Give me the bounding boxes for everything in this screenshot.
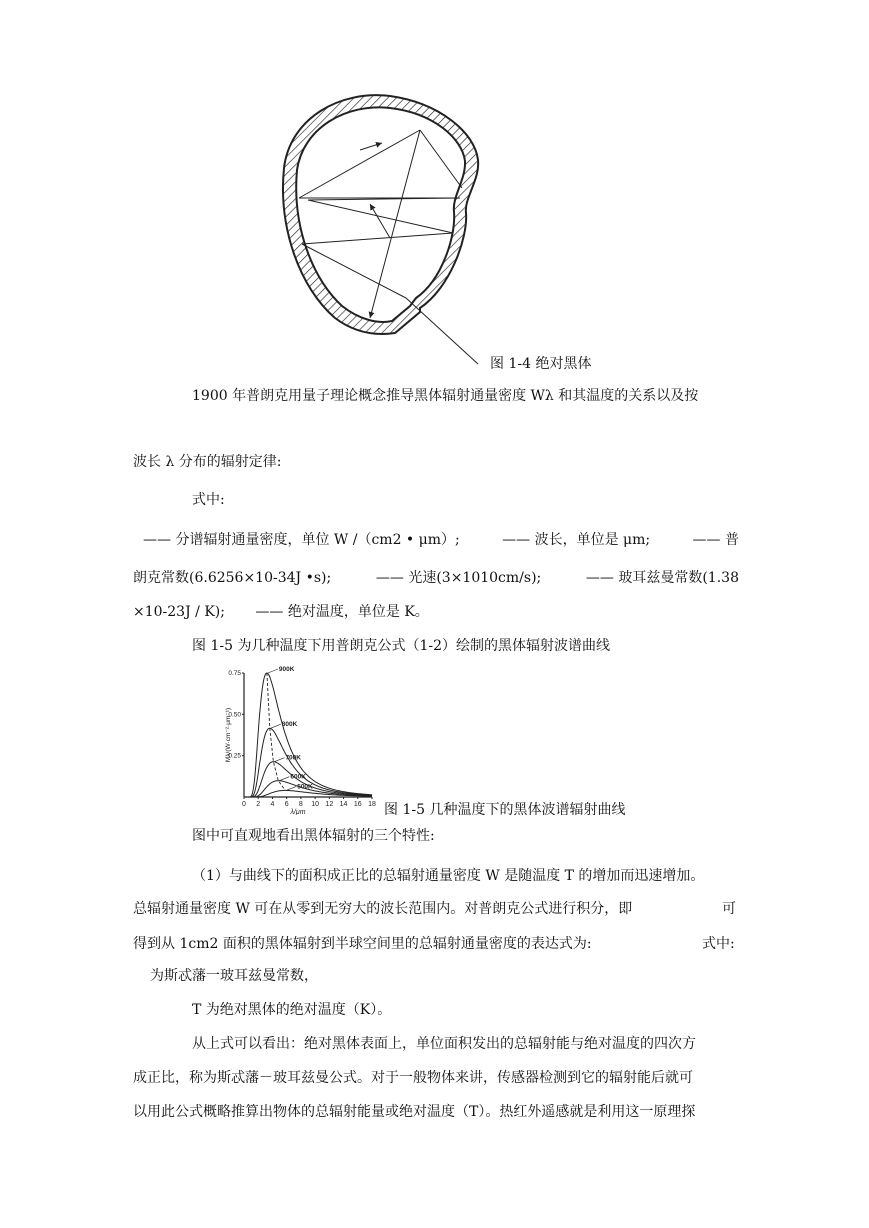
curve-label-leader xyxy=(279,777,289,781)
symbol-def: 朗克常数(6.6256×10-34J •s); xyxy=(133,570,332,586)
x-tick-label: 14 xyxy=(339,801,348,808)
x-tick-label: 12 xyxy=(325,801,334,808)
y-tick-label: 0.75 xyxy=(228,670,241,677)
x-axis-label: λ/μm xyxy=(290,809,306,815)
wien-peak-locus xyxy=(267,673,285,790)
symbol-def: —— 波长，单位是 μm; xyxy=(502,532,651,548)
curve-label: 800K xyxy=(281,721,298,729)
symbol-definitions-line xyxy=(133,568,739,588)
item-1-line: 得到从 1cm2 面积的黑体辐射到半球空间里的总辐射通量密度的表达式为: xyxy=(133,936,592,952)
curve-label-leader xyxy=(268,669,278,673)
figure-1-5-caption: 图 1-5 几种温度下的黑体波谱辐射曲线 xyxy=(384,802,626,818)
curve-label: 700K xyxy=(285,754,301,762)
curve-label-leader xyxy=(271,724,281,728)
curve-label-leader xyxy=(274,758,284,762)
curve-700K xyxy=(248,762,372,797)
y-tick-label: 0.25 xyxy=(228,752,241,760)
symbol-definitions-line xyxy=(133,602,429,622)
symbol-def: —— 普 xyxy=(692,532,739,548)
symbol-def: —— 绝对温度，单位是 K。 xyxy=(255,604,429,620)
item-1-line: 式中: xyxy=(702,936,735,952)
x-tick-label: 10 xyxy=(311,801,320,808)
item-1-line: T 为绝对黑体的绝对温度（K）。 xyxy=(192,1002,392,1018)
x-tick-label: 18 xyxy=(368,801,376,808)
symbol-def: —— 玻耳兹曼常数(1.38 xyxy=(585,570,739,586)
paragraph-line: 1900 年普朗克用量子理论概念推导黑体辐射通量密度 Wλ 和其温度的关系以及按 xyxy=(192,388,699,404)
x-tick-label: 16 xyxy=(353,801,362,808)
paragraph-line: 成正比，称为斯忒藩－玻耳兹曼公式。对于一般物体来讲，传感器检测到它的辐射能后就可 xyxy=(133,1070,693,1086)
curve-label: 500K xyxy=(297,783,313,791)
symbol-def: —— 光速(3×1010cm/s); xyxy=(375,570,542,586)
paragraph-line: 以用此公式概略推算出物体的总辐射能量或绝对温度（T）。热红外遥感就是利用这一原理探 xyxy=(133,1104,696,1120)
y-axis-label: Mλ/(W·cm⁻²·μm⁻¹) xyxy=(225,707,232,763)
figure-1-5-intro: 图 1-5 为几种温度下用普朗克公式（1-2）绘制的黑体辐射波谱曲线 xyxy=(192,638,610,654)
item-1-line: 可 xyxy=(722,901,736,917)
symbol-def: ×10-23J / K); xyxy=(133,604,225,620)
blackbody-cavity-figure xyxy=(270,88,500,373)
curve-label: 600K xyxy=(290,773,306,781)
curve-label-leader xyxy=(286,786,296,790)
x-tick-label: 0 xyxy=(242,801,246,808)
blackbody-spectrum-chart xyxy=(222,665,384,815)
x-tick-label: 4 xyxy=(270,801,275,808)
item-1-line: （1）与曲线下的面积成正比的总辐射通量密度 W 是随温度 T 的增加而迅速增加。 xyxy=(192,868,705,884)
curve-900K xyxy=(248,673,372,797)
y-tick-label: 0.50 xyxy=(228,711,241,719)
cavity-wall xyxy=(283,95,478,334)
x-tick-label: 2 xyxy=(256,801,261,808)
symbol-def: —— 分谱辐射通量密度，单位 W /（cm2 • μm）; xyxy=(143,532,460,548)
x-tick-label: 8 xyxy=(298,801,303,808)
properties-intro: 图中可直观地看出黑体辐射的三个特性: xyxy=(192,828,435,844)
paragraph-line: 波长 λ 分布的辐射定律: xyxy=(133,454,282,470)
x-tick-label: 6 xyxy=(284,801,289,808)
item-1-line: 总辐射通量密度 W 可在从零到无穷大的波长范围内。对普朗克公式进行积分，即 xyxy=(133,901,633,917)
figure-1-4-caption: 图 1-4 绝对黑体 xyxy=(490,356,592,372)
curve-label: 900K xyxy=(278,666,295,673)
paragraph-line: 从上式可以看出：绝对黑体表面上，单位面积发出的总辐射能与绝对温度的四次方 xyxy=(192,1036,696,1052)
item-1-line: 为斯忒藩一玻耳兹曼常数， xyxy=(150,968,318,984)
symbol-definitions-line xyxy=(143,530,739,550)
where-label: 式中: xyxy=(192,492,225,508)
